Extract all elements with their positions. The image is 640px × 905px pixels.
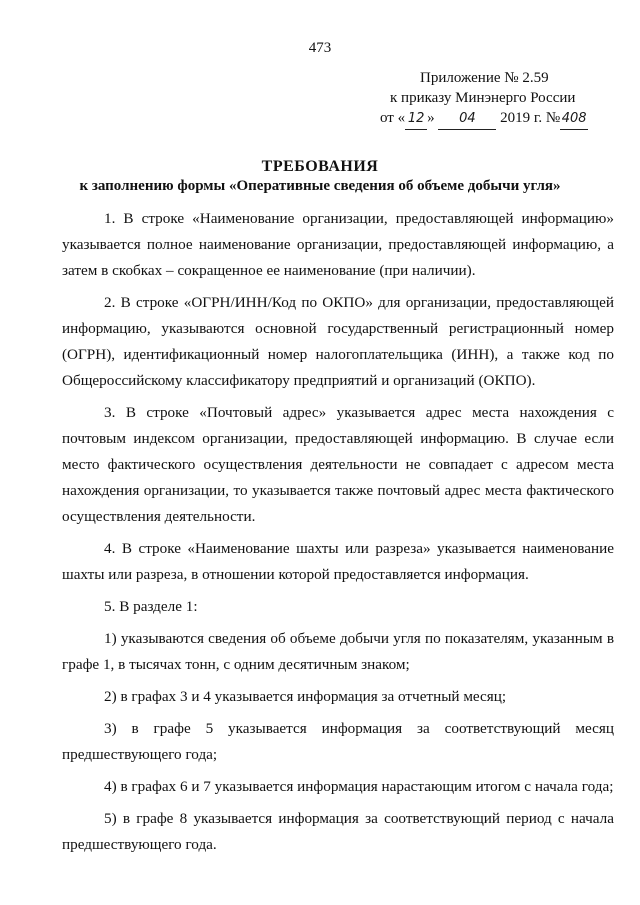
handwritten-day: 12: [405, 109, 427, 130]
document-body: [62, 206, 614, 864]
date-prefix: от «: [380, 110, 406, 126]
paragraph: 2. В строке «ОГРН/ИНН/Код по ОКПО» для организации, предоставляющей информацию, указываются основной государственный регистрационный номер (ОГРН), идентификационный номер налогоплательщика (ИНН), а также код по Общероссийскому классификатору предприятий и организаций (ОКПО).: [62, 294, 614, 389]
date-suffix: 2019 г. №: [500, 110, 561, 126]
document-title: ТРЕБОВАНИЯ: [261, 158, 379, 175]
approval-block: [380, 68, 620, 130]
handwritten-month: 04: [438, 109, 496, 130]
document-subtitle: к заполнению формы «Оперативные сведения об объеме добычи угля»: [79, 178, 561, 194]
paragraph: 4. В строке «Наименование шахты или разреза» указывается наименование шахты или разреза, в отношении которой предоставляется информация.: [62, 540, 614, 583]
page-number: 473: [308, 40, 332, 56]
handwritten-order-number: 408: [560, 109, 588, 130]
paragraph: 1) указываются сведения об объеме добычи угля по показателям, указанным в графе 1, в тысячах тонн, с одним десятичным знаком;: [62, 630, 614, 673]
paragraph: 1. В строке «Наименование организации, предоставляющей информацию» указывается полное наименование организации, предоставляющей информацию, а затем в скобках – сокращенное ее наименование (при наличии).: [62, 210, 614, 279]
paragraph: 2) в графах 3 и 4 указывается информация за отчетный месяц;: [104, 688, 507, 705]
paragraph: 3. В строке «Почтовый адрес» указывается адрес места нахождения с почтовым индексом организации, предоставляющей информацию. В случае если место фактического осуществления деятельности не совпадает с адресом места нахождения организации, то указывается также почтовый адрес места фактического осуществления деятельности.: [62, 404, 614, 525]
date-mid: »: [427, 110, 435, 126]
paragraph: 5. В разделе 1:: [104, 598, 198, 615]
paragraph: 4) в графах 6 и 7 указывается информация нарастающим итогом с начала года;: [104, 778, 614, 795]
paragraph: 3) в графе 5 указывается информация за соответствующий месяц предшествующего года;: [62, 720, 614, 763]
order-label: к приказу Минэнерго России: [390, 90, 576, 106]
order-date-line: [380, 108, 620, 130]
appendix-label: Приложение № 2.59: [420, 70, 549, 86]
paragraph: 5) в графе 8 указывается информация за соответствующий период с начала предшествующего года.: [62, 810, 614, 853]
